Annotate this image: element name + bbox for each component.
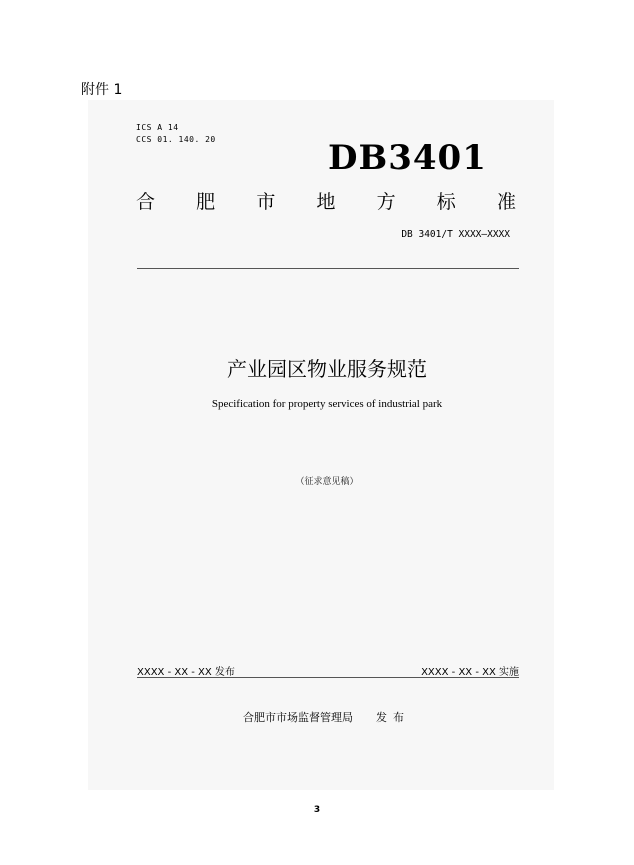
standard-title-char: 合 [136, 191, 156, 213]
page-number: 3 [313, 805, 321, 815]
issue-word: 发布 [376, 711, 410, 724]
document-title-cn: 产业园区物业服务规范 [227, 357, 427, 381]
implement-date: XXXX - XX - XX 实施 [421, 667, 519, 678]
draft-note: （征求意见稿） [295, 477, 359, 487]
standard-title-char: 方 [376, 191, 396, 213]
ccs-code: CCS 01. 140. 20 [136, 135, 216, 144]
standard-title-char: 地 [316, 191, 336, 213]
standard-number: DB 3401/T XXXX—XXXX [401, 229, 510, 240]
standard-title-char: 市 [256, 191, 276, 213]
document-title-en: Specification for property services of industrial park [211, 398, 443, 410]
standard-title-char: 肥 [196, 191, 216, 213]
bottom-divider [137, 677, 519, 678]
issuer-name: 合肥市市场监督管理局 [243, 711, 353, 724]
standard-title [136, 188, 516, 216]
attachment-label: 附件 1 [81, 82, 123, 98]
release-date: XXXX - XX - XX 发布 [137, 667, 235, 678]
standard-code: DB3401 [328, 138, 487, 178]
standard-title-char: 标 [436, 191, 456, 213]
top-divider [137, 268, 519, 269]
ics-code: ICS A 14 [136, 123, 179, 132]
standard-title-char: 准 [496, 191, 516, 213]
